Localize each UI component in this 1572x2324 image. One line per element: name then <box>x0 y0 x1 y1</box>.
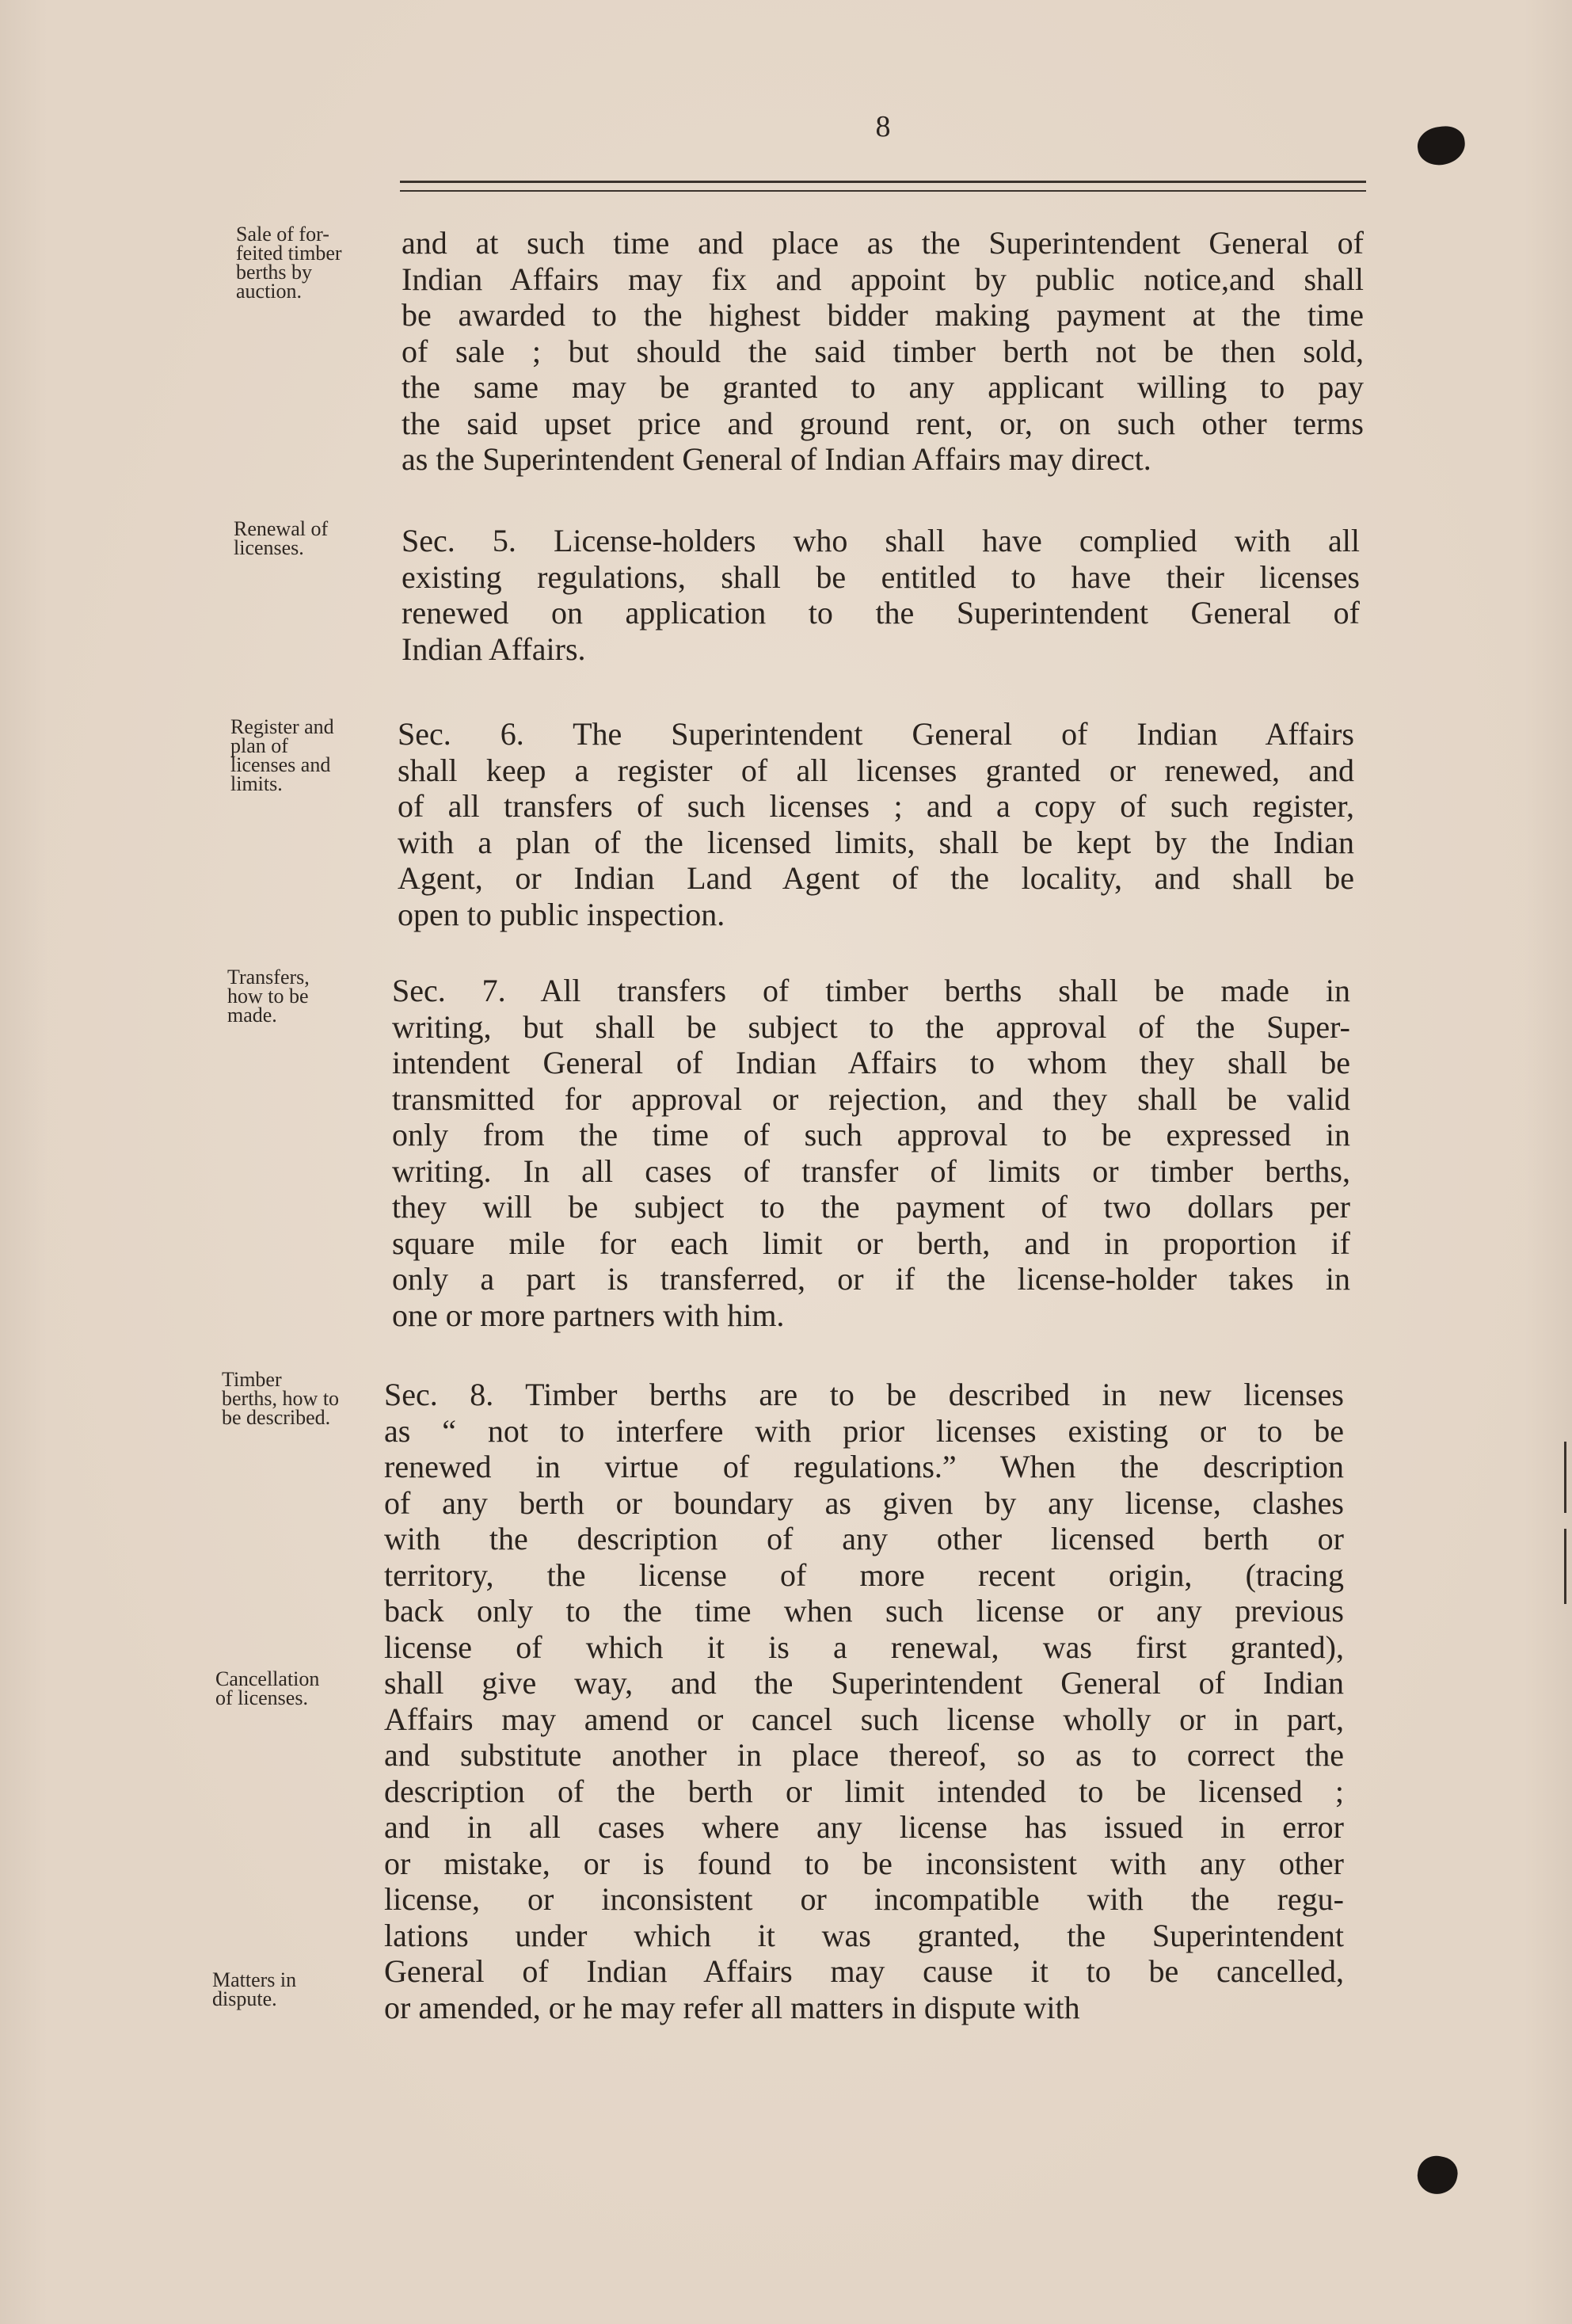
margin-note-transfers: Transfers, how to be made. <box>227 966 310 1027</box>
text-line: description of the berth or limit intended to be licensed ; <box>384 1773 1344 1809</box>
text-line: Agent, or Indian Land Agent of the locality, and shall be <box>398 860 1354 896</box>
text-line: they will be subject to the payment of two dollars per <box>392 1189 1350 1225</box>
text-line: Sec. 8. Timber berths are to be described in new licenses <box>384 1377 1344 1412</box>
text-line: Indian Affairs. <box>402 631 586 667</box>
paragraph-sale <box>402 225 1364 478</box>
text-line: writing, but shall be subject to the approval of the Super- <box>392 1008 1350 1045</box>
margin-note-timber-berths: Timber berths, how to be described. <box>222 1368 340 1429</box>
text-line: renewed in virtue of regulations.” When the description <box>384 1449 1344 1484</box>
text-line: of all transfers of such licenses ; and a copy of such register, <box>398 788 1354 824</box>
paragraph-sec-5 <box>402 523 1360 667</box>
text-line: only from the time of such approval to be expressed in <box>392 1117 1350 1152</box>
text-line: license, or inconsistent or incompatible with the regu- <box>384 1881 1344 1917</box>
text-line: one or more partners with him. <box>392 1297 785 1333</box>
page-number: 8 <box>875 110 891 143</box>
text-line: back only to the time when such license or any previous <box>384 1593 1344 1629</box>
margin-note-matters: Matters in dispute. <box>212 1968 297 2010</box>
paragraph-sec-6 <box>398 716 1354 932</box>
text-line: only a part is transferred, or if the license-holder takes in <box>392 1261 1350 1297</box>
text-line: Sec. 6. The Superintendent General of Indian Affairs <box>398 716 1354 752</box>
text-line: transmitted for approval or rejection, and they shall be valid <box>392 1080 1350 1117</box>
text-line: shall give way, and the Superintendent General of Indian <box>384 1665 1344 1701</box>
text-line: and at such time and place as the Superintendent General of <box>402 225 1364 261</box>
margin-note-sale: Sale of for- feited timber berths by auction. <box>236 223 342 303</box>
punch-hole-top <box>1415 124 1467 168</box>
text-line: Sec. 5. License-holders who shall have complied with all <box>402 523 1360 558</box>
text-line: or amended, or he may refer all matters in dispute with <box>384 1989 1080 2025</box>
text-line: existing regulations, shall be entitled to have their licenses <box>402 558 1360 595</box>
text-line: lations under which it was granted, the Superintendent <box>384 1917 1344 1953</box>
text-line: the said upset price and ground rent, or, on such other terms <box>402 405 1364 441</box>
text-line: the same may be granted to any applicant willing to pay <box>402 369 1364 405</box>
text-line: Sec. 7. All transfers of timber berths shall be made in <box>392 973 1350 1008</box>
text-line: open to public inspection. <box>398 896 725 932</box>
text-line: and substitute another in place thereof, so as to correct the <box>384 1737 1344 1773</box>
text-line: with a plan of the licensed limits, shall be kept by the Indian <box>398 824 1354 860</box>
text-line: intendent General of Indian Affairs to whom they shall be <box>392 1045 1350 1080</box>
text-line: of any berth or boundary as given by any license, clashes <box>384 1484 1344 1521</box>
margin-note-cancellation: Cancellation of licenses. <box>215 1667 320 1709</box>
text-line: as “ not to interfere with prior licenses existing or to be <box>384 1412 1344 1449</box>
text-line: with the description of any other licensed berth or <box>384 1521 1344 1556</box>
text-line: renewed on application to the Superintendent General of <box>402 595 1360 631</box>
punch-hole-bottom <box>1414 2152 1461 2197</box>
text-line: square mile for each limit or berth, and in proportion if <box>392 1225 1350 1261</box>
edge-mark <box>1564 1529 1566 1604</box>
text-line: Indian Affairs may fix and appoint by public notice,and shall <box>402 261 1364 297</box>
margin-note-register: Register and plan of licenses and limits. <box>230 715 334 795</box>
text-line: be awarded to the highest bidder making payment at the time <box>402 297 1364 333</box>
text-line: as the Superintendent General of Indian Affairs may direct. <box>402 441 1151 477</box>
header-rule <box>400 181 1366 183</box>
margin-note-renewal: Renewal of licenses. <box>234 517 329 559</box>
text-line: license of which it is a renewal, was first granted), <box>384 1629 1344 1665</box>
edge-mark <box>1564 1442 1566 1513</box>
header-rule-thin <box>400 190 1366 192</box>
paragraph-sec-8 <box>384 1377 1344 2025</box>
text-line: shall keep a register of all licenses granted or renewed, and <box>398 752 1354 788</box>
text-line: or mistake, or is found to be inconsistent with any other <box>384 1845 1344 1881</box>
text-line: of sale ; but should the said timber berth not be then sold, <box>402 333 1364 369</box>
text-line: and in all cases where any license has issued in error <box>384 1809 1344 1845</box>
paragraph-sec-7 <box>392 973 1350 1333</box>
text-line: Affairs may amend or cancel such license wholly or in part, <box>384 1701 1344 1737</box>
text-line: writing. In all cases of transfer of limits or timber berths, <box>392 1152 1350 1189</box>
text-line: General of Indian Affairs may cause it to be cancelled, <box>384 1953 1344 1989</box>
text-line: territory, the license of more recent origin, (tracing <box>384 1556 1344 1593</box>
